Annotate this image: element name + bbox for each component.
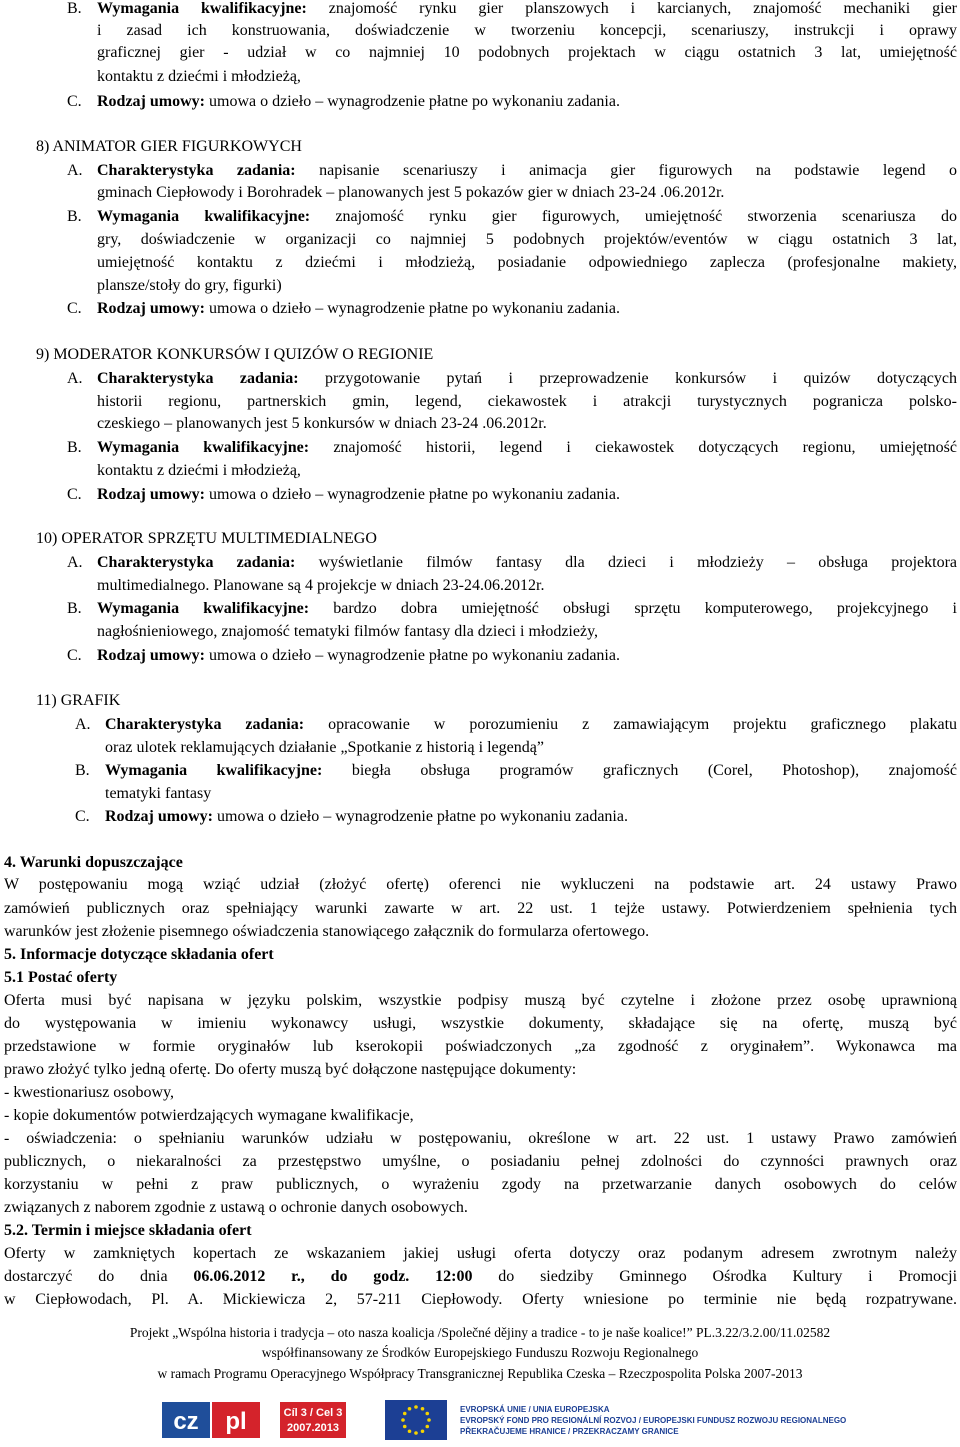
sec9-c-text: Rodzaj umowy: umowa o dzieło – wynagrodzenie płatne po wykonaniu zadania. [97, 486, 620, 503]
sec8-b-line-4: plansze/stoły do gry, figurki) [97, 277, 282, 294]
eu-star [408, 1407, 412, 1411]
sec5-2-heading: 5.2. Termin i miejsce składania ofert [4, 1222, 252, 1239]
sec10-b-label: B. [67, 600, 82, 617]
sec10-b-line-2: nagłośnieniowego, znajomość tematyki filmów fantasy dla dzieci i młodzieży, [97, 623, 599, 640]
sec9-a-line-3: czeskiego – planowanych jest 5 konkursów w dniach 23-24 .06.2012r. [97, 415, 547, 432]
sec11-a-label: A. [75, 716, 91, 733]
sec9-a-label: A. [67, 370, 83, 387]
footer-line-1: Projekt „Wspólna historia i tradycja – oto nasza koalicja /Společné dějiny a tradice - to je naše koalice!” PL.3.22/3.2.00/11.02582 [129, 1325, 831, 1340]
sec8-b-line-1: Wymagania kwalifikacyjne: znajomość rynku gier figurowych, umiejętność stworzenia scenariusza do [97, 208, 958, 225]
sec9-a-line-2: historii regionu, partnerskich gmin, legend, ciekawostek i atrakcji turystycznych pogranicza polsko- [97, 393, 957, 410]
svg-text:pl: pl [225, 1408, 247, 1435]
sec5-2-line-2: dostarczyć do dnia 06.06.2012 r., do godz. 12:00 do siedziby Gminnego Ośrodka Kultury i Promocji [4, 1268, 958, 1285]
sec5-1-line-1: Oferta musi być napisana w języku polskim, wszystkie podpisy muszą być czytelne i złożone przez osobę uprawnioną [4, 992, 957, 1009]
sec11-c-label: C. [75, 808, 90, 825]
eu-fund-text: EVROPSKÁ UNIE / UNIA EUROPEJSKA EVROPSKÝ FOND PRO REGIONÁLNÍ ROZVOJ / EUROPEJSKI FUNDUSZ ROZWOJU REGIONALNEGO PŘEKRAČUJEME HRANICE / PRZEKRACZAMY GRANICE [460, 1405, 847, 1436]
sec8-heading: 8) ANIMATOR GIER FIGURKOWYCH [36, 138, 302, 155]
sec5-1-line-6: - kopie dokumentów potwierdzających wymagane kwalifikacje, [4, 1107, 414, 1124]
sec9-b-line-2: kontaktu z dziećmi i młodzieżą, [97, 462, 301, 479]
sec5-1-line-2: do występowania w imieniu wykonawcy usługi, wszystkie dokumenty, składające się na ofertę, muszą być [4, 1015, 957, 1032]
eu-star [401, 1418, 405, 1422]
footer-logos [160, 1398, 880, 1442]
sec7-c-text: Rodzaj umowy: umowa o dzieło – wynagrodzenie płatne po wykonaniu zadania. [97, 93, 620, 110]
sec8-b-line-3: umiejętność kontaktu z dziećmi i młodzieżą, posiadanie odpowiedniego zaplecza (profesjonalne makiety, [97, 254, 957, 271]
sec11-c-text: Rodzaj umowy: umowa o dzieło – wynagrodzenie płatne po wykonaniu zadania. [105, 808, 628, 825]
eu-flag-icon [385, 1398, 451, 1442]
sec8-a-label: A. [67, 162, 83, 179]
sec4-line-3: warunków jest złożenie pisemnego oświadczenia stanowiącego załącznik do formularza ofertowego. [4, 923, 650, 940]
eu-star [427, 1418, 431, 1422]
sec5-1-line-4: prawo złożyć tylko jedną ofertę. Do oferty muszą być dołączone następujące dokumenty: [4, 1061, 577, 1078]
sec11-b-line-2: tematyki fantasy [105, 785, 212, 802]
sec10-a-line-1: Charakterystyka zadania: wyświetlanie filmów fantasy dla dzieci i młodzieży – obsługa projektora [97, 554, 958, 571]
sec5-1-line-5: - kwestionariusz osobowy, [4, 1084, 175, 1101]
sec4-heading: 4. Warunki dopuszczające [4, 854, 183, 871]
sec8-b-label: B. [67, 208, 82, 225]
eu-star [425, 1412, 429, 1416]
eu-star [414, 1405, 418, 1409]
sec8-a-line-2: gminach Ciepłowody i Borohradek – planowanych jest 5 pokazów gier w dniach 23-24 .06.2012r. [97, 184, 725, 201]
sec7-b-label: B. [67, 0, 82, 17]
sec10-a-label: A. [67, 554, 83, 571]
sec5-2-line-1: Oferty w zamkniętych kopertach ze wskazaniem jakiej usługi oferta dotyczy oraz podanym adresem zwrotnym należy [4, 1245, 957, 1262]
eu-star [421, 1429, 425, 1433]
sec5-1-line-10: związanych z naborem zgodnie z ustawą o ochronie danych osobowych. [4, 1199, 468, 1216]
footer-line-2: współfinansowany ze Środków Europejskiego Funduszu Rozwoju Regionalnego [261, 1345, 699, 1360]
sec11-b-line-1: Wymagania kwalifikacyjne: biegła obsługa programów graficznych (Corel, Photoshop), znajomość [105, 762, 957, 779]
sec9-heading: 9) MODERATOR KONKURSÓW I QUIZÓW O REGIONIE [36, 346, 434, 363]
sec4-line-1: W postępowaniu mogą wziąć udział (złożyć ofertę) oferenci nie wykluczeni na podstawie art. 24 ustawy Prawo [4, 876, 957, 893]
sec11-b-label: B. [75, 762, 90, 779]
sec5-heading: 5. Informacje dotyczące składania ofert [4, 946, 274, 963]
sec7-b-line-1: Wymagania kwalifikacyjne: znajomość rynku gier planszowych i karcianych, znajomość mechaniki gier [97, 0, 958, 17]
sec5-1-line-9: korzystaniu w pełni z praw publicznych, o wyrażeniu zgody na przetwarzanie danych osobowych do celów [4, 1176, 957, 1193]
eu-star [408, 1429, 412, 1433]
eu-star [403, 1425, 407, 1429]
sec8-a-line-1: Charakterystyka zadania: napisanie scenariuszy i animacja gier figurowych na podstawie legend o [97, 162, 958, 179]
sec10-b-line-1: Wymagania kwalifikacyjne: bardzo dobra umiejętność obsługi sprzętu komputerowego, projekcyjnego i [97, 600, 957, 617]
czpl-logo [160, 1398, 270, 1442]
sec7-b-line-4: kontaktu z dziećmi i młodzieżą, [97, 68, 301, 85]
footer-line-3: w ramach Programu Operacyjnego Współpracy Transgranicznej Republika Czeska – Rzeczpospolita Polska 2007-2013 [157, 1366, 803, 1381]
eu-star [425, 1425, 429, 1429]
sec10-heading: 10) OPERATOR SPRZĘTU MULTIMEDIALNEGO [36, 530, 377, 547]
sec5-1-heading: 5.1 Postać oferty [4, 969, 118, 986]
eu-star [414, 1431, 418, 1435]
sec10-c-text: Rodzaj umowy: umowa o dzieło – wynagrodzenie płatne po wykonaniu zadania. [97, 647, 620, 664]
sec5-1-line-7: - oświadczenia: o spełnianiu warunków udziału w postępowaniu, określone w art. 22 ust. 1 ustawy Prawo zamówień [4, 1130, 957, 1147]
cil3-logo: Cíl 3 / Cel 3 2007.2013 [280, 1398, 350, 1442]
sec11-heading: 11) GRAFIK [36, 692, 121, 709]
sec7-c-label: C. [67, 93, 82, 110]
sec5-2-line-3: w Ciepłowodach, Pl. A. Mickiewicza 2, 57-211 Ciepłowody. Oferty wniesione po terminie nie będą rozpatrywane. [4, 1291, 957, 1308]
sec11-a-line-2: oraz ulotek reklamujących działanie „Spotkanie z historią i legendą” [105, 739, 544, 756]
sec10-c-label: C. [67, 647, 82, 664]
sec9-b-line-1: Wymagania kwalifikacyjne: znajomość historii, legend i ciekawostek dotyczących regionu, umiejętność [97, 439, 958, 456]
sec5-1-line-8: publicznych, o niekaralności za przestępstwo umyślne, o posiadaniu pełnej zdolności do czynności prawnych oraz [4, 1153, 957, 1170]
sec11-a-line-1: Charakterystyka zadania: opracowanie w porozumieniu z zamawiającym projektu graficznego plakatu [105, 716, 958, 733]
sec8-c-text: Rodzaj umowy: umowa o dzieło – wynagrodzenie płatne po wykonaniu zadania. [97, 300, 620, 317]
sec10-a-line-2: multimedialnego. Planowane są 4 projekcje w dniach 23-24.06.2012r. [97, 577, 545, 594]
sec9-c-label: C. [67, 486, 82, 503]
svg-text:cz: cz [173, 1408, 199, 1435]
sec8-b-line-2: gry, doświadczenie w organizacji co najmniej 5 podobnych projektów/eventów w ciągu ostatnich 3 lat, [97, 231, 957, 248]
sec4-line-2: zamówień publicznych oraz spełniający warunki zawarte w art. 22 ust. 1 tejże ustawy. Potwierdzeniem spełnienia tych [4, 900, 957, 917]
sec7-b-line-2: i zasad ich konstruowania, doświadczenie w tworzeniu koncepcji, scenariuszy, instrukcji i oprawy [97, 22, 957, 39]
sec9-b-label: B. [67, 439, 82, 456]
sec8-c-label: C. [67, 300, 82, 317]
eu-star [403, 1412, 407, 1416]
sec7-b-line-3: graficznej gier - udział w co najmniej 10 podobnych projektach w ciągu ostatnich 3 lat, umiejętność [97, 44, 957, 61]
sec5-1-line-3: przedstawione w formie oryginałów lub kserokopii poświadczonych „za zgodność z oryginałem”. Wykonawca ma [4, 1038, 957, 1055]
sec9-a-line-1: Charakterystyka zadania: przygotowanie pytań i przeprowadzenie konkursów i quizów dotyczących [97, 370, 957, 387]
eu-star [421, 1407, 425, 1411]
